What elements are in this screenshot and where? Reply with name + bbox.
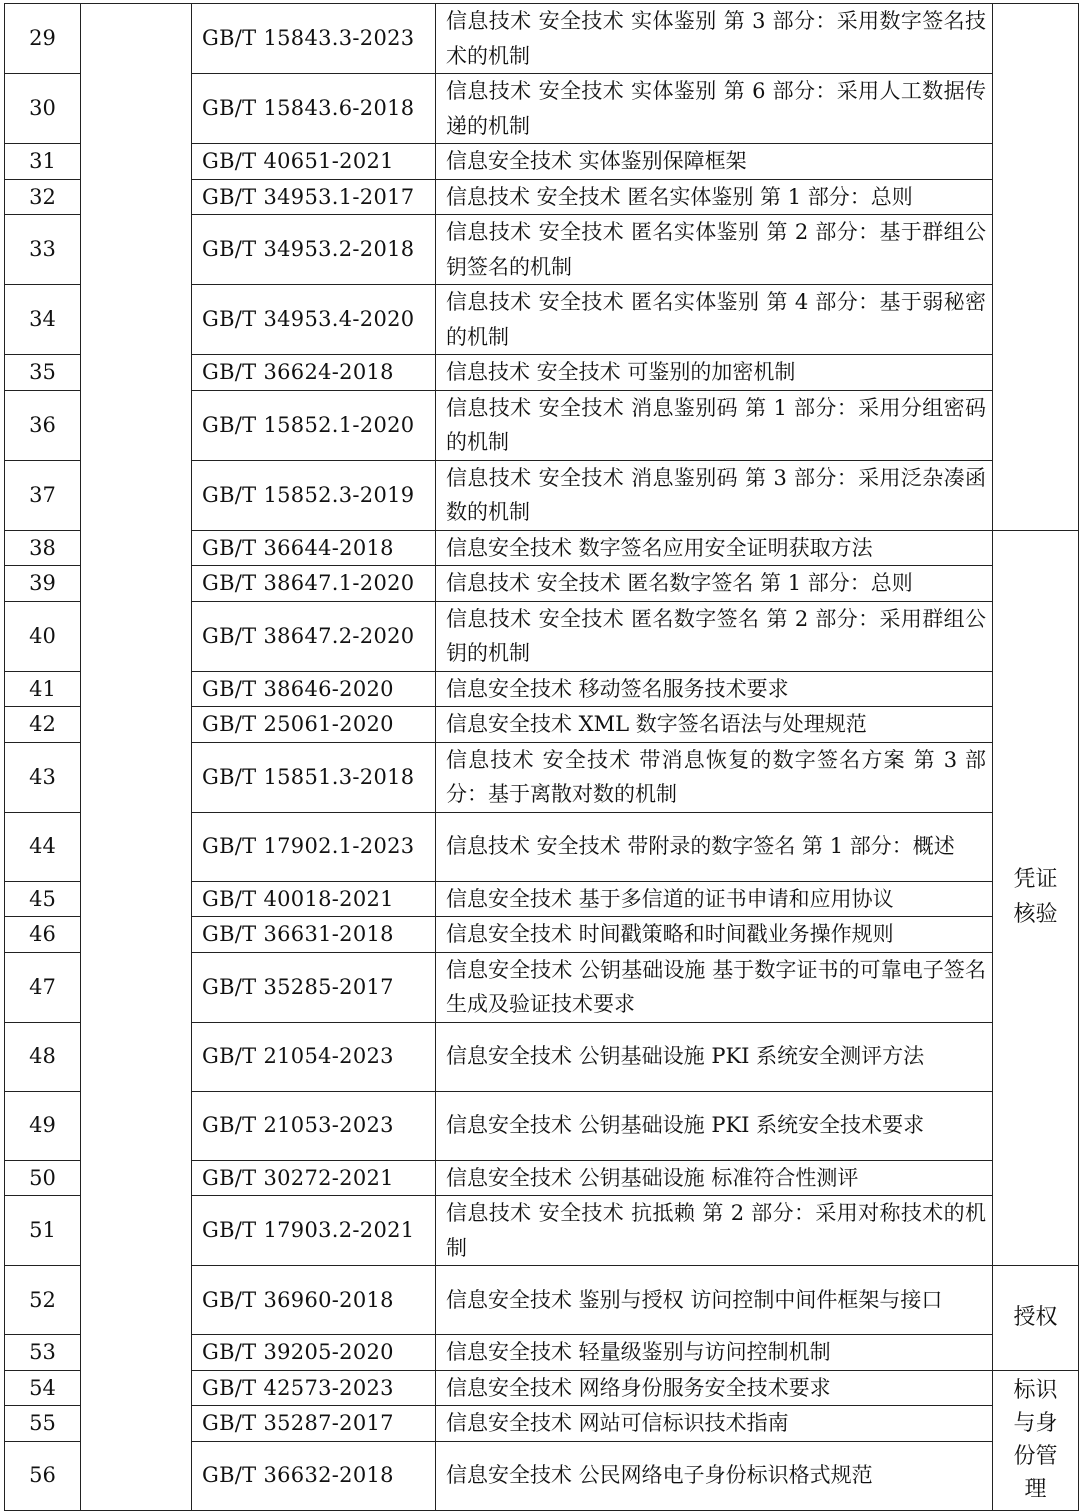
standard-title-cell: 信息技术 安全技术 消息鉴别码 第 3 部分：采用泛杂凑函数的机制: [436, 460, 993, 530]
standards-table-body: [5, 4, 1079, 1511]
standard-title-cell: 信息安全技术 基于多信道的证书申请和应用协议: [436, 881, 993, 917]
standard-code-cell: GB/T 21054-2023: [192, 1022, 436, 1091]
category-cell-identity: 标识与身份管理: [993, 1370, 1079, 1510]
row-number-cell: 30: [5, 74, 81, 144]
blank-column-cell: [81, 4, 192, 1511]
standard-title-cell: 信息技术 安全技术 可鉴别的加密机制: [436, 355, 993, 391]
standard-title-cell: 信息技术 安全技术 抗抵赖 第 2 部分：采用对称技术的机制: [436, 1196, 993, 1266]
standard-title-cell: 信息安全技术 网站可信标识技术指南: [436, 1406, 993, 1442]
standard-title-cell: 信息安全技术 XML 数字签名语法与处理规范: [436, 707, 993, 743]
row-number-cell: 43: [5, 742, 81, 812]
row-number-cell: 42: [5, 707, 81, 743]
row-number-cell: 45: [5, 881, 81, 917]
row-number-cell: 36: [5, 390, 81, 460]
standard-title-cell: 信息安全技术 实体鉴别保障框架: [436, 144, 993, 180]
row-number-cell: 56: [5, 1441, 81, 1510]
standards-table: [4, 3, 1079, 1511]
table-row: [5, 4, 1079, 74]
standard-title-cell: 信息安全技术 网络身份服务安全技术要求: [436, 1370, 993, 1406]
row-number-cell: 35: [5, 355, 81, 391]
standard-title-cell: 信息安全技术 公钥基础设施 PKI 系统安全测评方法: [436, 1022, 993, 1091]
standard-code-cell: GB/T 36624-2018: [192, 355, 436, 391]
standard-code-cell: GB/T 34953.1-2017: [192, 179, 436, 215]
standard-title-cell: 信息技术 安全技术 带消息恢复的数字签名方案 第 3 部分：基于离散对数的机制: [436, 742, 993, 812]
standard-title-cell: 信息技术 安全技术 带附录的数字签名 第 1 部分：概述: [436, 812, 993, 881]
standard-code-cell: GB/T 38646-2020: [192, 671, 436, 707]
standard-title-cell: 信息安全技术 移动签名服务技术要求: [436, 671, 993, 707]
standard-title-cell: 信息技术 安全技术 匿名实体鉴别 第 4 部分：基于弱秘密的机制: [436, 285, 993, 355]
row-number-cell: 33: [5, 215, 81, 285]
standard-code-cell: GB/T 36631-2018: [192, 917, 436, 953]
standard-code-cell: GB/T 15851.3-2018: [192, 742, 436, 812]
standard-title-cell: 信息技术 安全技术 实体鉴别 第 3 部分：采用数字签名技术的机制: [436, 4, 993, 74]
standard-title-cell: 信息技术 安全技术 匿名数字签名 第 1 部分：总则: [436, 566, 993, 602]
row-number-cell: 52: [5, 1266, 81, 1335]
standard-code-cell: GB/T 42573-2023: [192, 1370, 436, 1406]
standard-title-cell: 信息技术 安全技术 实体鉴别 第 6 部分：采用人工数据传递的机制: [436, 74, 993, 144]
standard-code-cell: GB/T 38647.2-2020: [192, 601, 436, 671]
standard-code-cell: GB/T 36632-2018: [192, 1441, 436, 1510]
category-cell-authorization: 授权: [993, 1266, 1079, 1371]
standard-code-cell: GB/T 39205-2020: [192, 1335, 436, 1371]
standard-code-cell: GB/T 34953.2-2018: [192, 215, 436, 285]
standard-code-cell: GB/T 36960-2018: [192, 1266, 436, 1335]
row-number-cell: 44: [5, 812, 81, 881]
standard-title-cell: 信息技术 安全技术 匿名实体鉴别 第 1 部分：总则: [436, 179, 993, 215]
row-number-cell: 47: [5, 952, 81, 1022]
standard-code-cell: GB/T 15852.1-2020: [192, 390, 436, 460]
standard-title-cell: 信息安全技术 公民网络电子身份标识格式规范: [436, 1441, 993, 1510]
row-number-cell: 37: [5, 460, 81, 530]
standard-code-cell: GB/T 30272-2021: [192, 1160, 436, 1196]
row-number-cell: 41: [5, 671, 81, 707]
standard-code-cell: GB/T 25061-2020: [192, 707, 436, 743]
standard-code-cell: GB/T 40651-2021: [192, 144, 436, 180]
standard-title-cell: 信息安全技术 时间戳策略和时间戳业务操作规则: [436, 917, 993, 953]
row-number-cell: 38: [5, 530, 81, 566]
row-number-cell: 29: [5, 4, 81, 74]
row-number-cell: 55: [5, 1406, 81, 1442]
standard-code-cell: GB/T 40018-2021: [192, 881, 436, 917]
standard-title-cell: 信息技术 安全技术 匿名数字签名 第 2 部分：采用群组公钥的机制: [436, 601, 993, 671]
row-number-cell: 32: [5, 179, 81, 215]
standard-code-cell: GB/T 17903.2-2021: [192, 1196, 436, 1266]
row-number-cell: 53: [5, 1335, 81, 1371]
standard-title-cell: 信息安全技术 轻量级鉴别与访问控制机制: [436, 1335, 993, 1371]
row-number-cell: 31: [5, 144, 81, 180]
standard-code-cell: GB/T 34953.4-2020: [192, 285, 436, 355]
row-number-cell: 46: [5, 917, 81, 953]
category-cell-blank: [993, 4, 1079, 531]
standard-title-cell: 信息安全技术 鉴别与授权 访问控制中间件框架与接口: [436, 1266, 993, 1335]
standard-title-cell: 信息技术 安全技术 消息鉴别码 第 1 部分：采用分组密码的机制: [436, 390, 993, 460]
row-number-cell: 34: [5, 285, 81, 355]
standard-title-cell: 信息安全技术 公钥基础设施 基于数字证书的可靠电子签名生成及验证技术要求: [436, 952, 993, 1022]
standard-code-cell: GB/T 36644-2018: [192, 530, 436, 566]
standard-code-cell: GB/T 15852.3-2019: [192, 460, 436, 530]
standard-code-cell: GB/T 38647.1-2020: [192, 566, 436, 602]
standard-title-cell: 信息安全技术 数字签名应用安全证明获取方法: [436, 530, 993, 566]
row-number-cell: 54: [5, 1370, 81, 1406]
standard-title-cell: 信息技术 安全技术 匿名实体鉴别 第 2 部分：基于群组公钥签名的机制: [436, 215, 993, 285]
row-number-cell: 40: [5, 601, 81, 671]
standard-code-cell: GB/T 35287-2017: [192, 1406, 436, 1442]
standard-code-cell: GB/T 17902.1-2023: [192, 812, 436, 881]
row-number-cell: 48: [5, 1022, 81, 1091]
standard-title-cell: 信息安全技术 公钥基础设施 标准符合性测评: [436, 1160, 993, 1196]
row-number-cell: 39: [5, 566, 81, 602]
category-cell-credential: 凭证核验: [993, 530, 1079, 1266]
row-number-cell: 50: [5, 1160, 81, 1196]
standard-code-cell: GB/T 15843.6-2018: [192, 74, 436, 144]
standard-title-cell: 信息安全技术 公钥基础设施 PKI 系统安全技术要求: [436, 1091, 993, 1160]
standard-code-cell: GB/T 15843.3-2023: [192, 4, 436, 74]
standard-code-cell: GB/T 21053-2023: [192, 1091, 436, 1160]
standard-code-cell: GB/T 35285-2017: [192, 952, 436, 1022]
row-number-cell: 51: [5, 1196, 81, 1266]
row-number-cell: 49: [5, 1091, 81, 1160]
